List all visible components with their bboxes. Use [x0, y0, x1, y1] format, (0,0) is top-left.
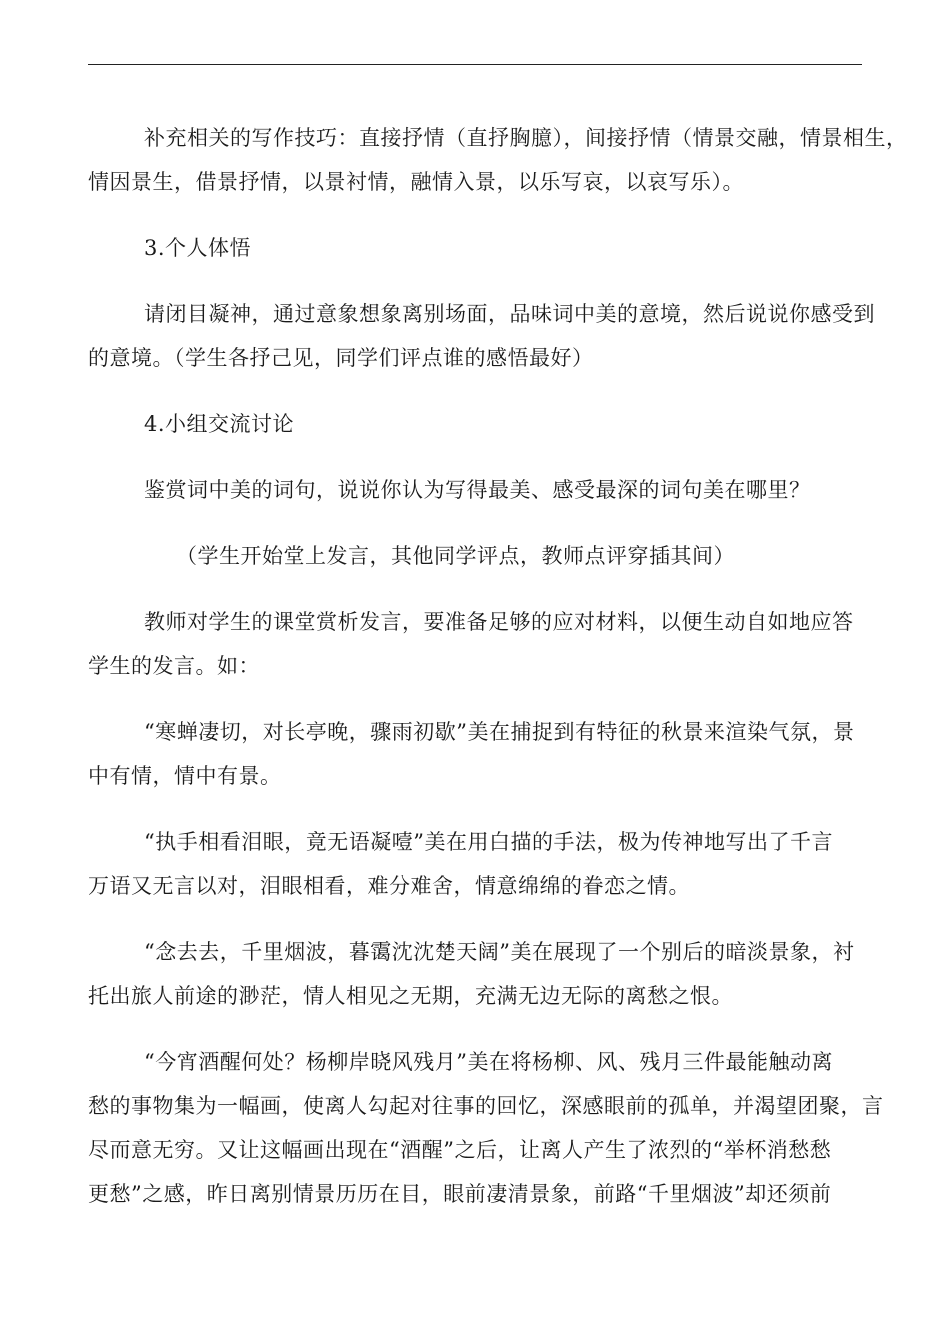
- paragraph-teacher-prep: [88, 600, 864, 688]
- text-line: 补充相关的写作技巧：直接抒情（直抒胸臆），间接抒情（情景交融，情景相生，: [144, 126, 908, 150]
- paragraph-appreciate-lines: [88, 468, 864, 512]
- text-line: 尽而意无穷。又让这幅画出现在“酒醒”之后，让离人产生了浓烈的“举杯消愁愁: [88, 1138, 832, 1162]
- text-line: 万语又无言以对，泪眼相看，难分难舍，情意绵绵的眷恋之情。: [88, 874, 690, 898]
- paragraph-example-1: [88, 710, 864, 798]
- paragraph-imagine-scene: [88, 292, 875, 380]
- text-line: “今宵酒醒何处？杨柳岸晓风残月”美在将杨柳、风、残月三件最能触动离: [144, 1050, 833, 1074]
- text-line: 托出旅人前途的渺茫，情人相见之无期，充满无边无际的离愁之恨。: [88, 984, 733, 1008]
- text-line: 更愁”之感，昨日离别情景历历在目，眼前凄清景象，前路“千里烟波”却还须前: [88, 1182, 832, 1206]
- text-line: 4.小组交流讨论: [144, 412, 295, 436]
- header-rule: [88, 64, 862, 65]
- text-line: 学生的发言。如：: [88, 654, 260, 678]
- text-line: 教师对学生的课堂赏析发言，要准备足够的应对材料，以便生动自如地应答: [144, 610, 854, 634]
- text-line: 的意境。（学生各抒己见，同学们评点谁的感悟最好）: [88, 346, 594, 370]
- text-line: “执手相看泪眼，竟无语凝噎”美在用白描的手法，极为传神地写出了千言: [144, 830, 833, 854]
- text-line: 鉴赏词中美的词句，说说你认为写得最美、感受最深的词句美在哪里？: [144, 478, 811, 502]
- text-line: 情因景生，借景抒情，以景衬情，融情入景，以乐写哀，以哀写乐）。: [88, 170, 744, 194]
- text-line: 愁的事物集为一幅画，使离人勾起对往事的回忆，深感眼前的孤单，并渴望团聚，言: [88, 1094, 884, 1118]
- text-line: （学生开始堂上发言，其他同学评点，教师点评穿插其间）: [176, 544, 735, 568]
- text-line: “念去去，千里烟波，暮霭沈沈楚天阔”美在展现了一个别后的暗淡景象，衬: [144, 940, 855, 964]
- heading-personal-insight: [88, 226, 864, 270]
- text-line: 中有情，情中有景。: [88, 764, 282, 788]
- heading-group-discussion: [88, 402, 864, 446]
- paragraph-example-4: [88, 1040, 884, 1216]
- paragraph-writing-techniques: [88, 116, 908, 204]
- text-line: 请闭目凝神，通过意象想象离别场面，品味词中美的意境，然后说说你感受到: [144, 302, 875, 326]
- paragraph-student-speech: [88, 534, 864, 578]
- paragraph-example-2: [88, 820, 864, 908]
- paragraph-example-3: [88, 930, 864, 1018]
- text-line: “寒蝉凄切，对长亭晚，骤雨初歇”美在捕捉到有特征的秋景来渲染气氛，景: [144, 720, 855, 744]
- text-line: 3.个人体悟: [144, 236, 252, 260]
